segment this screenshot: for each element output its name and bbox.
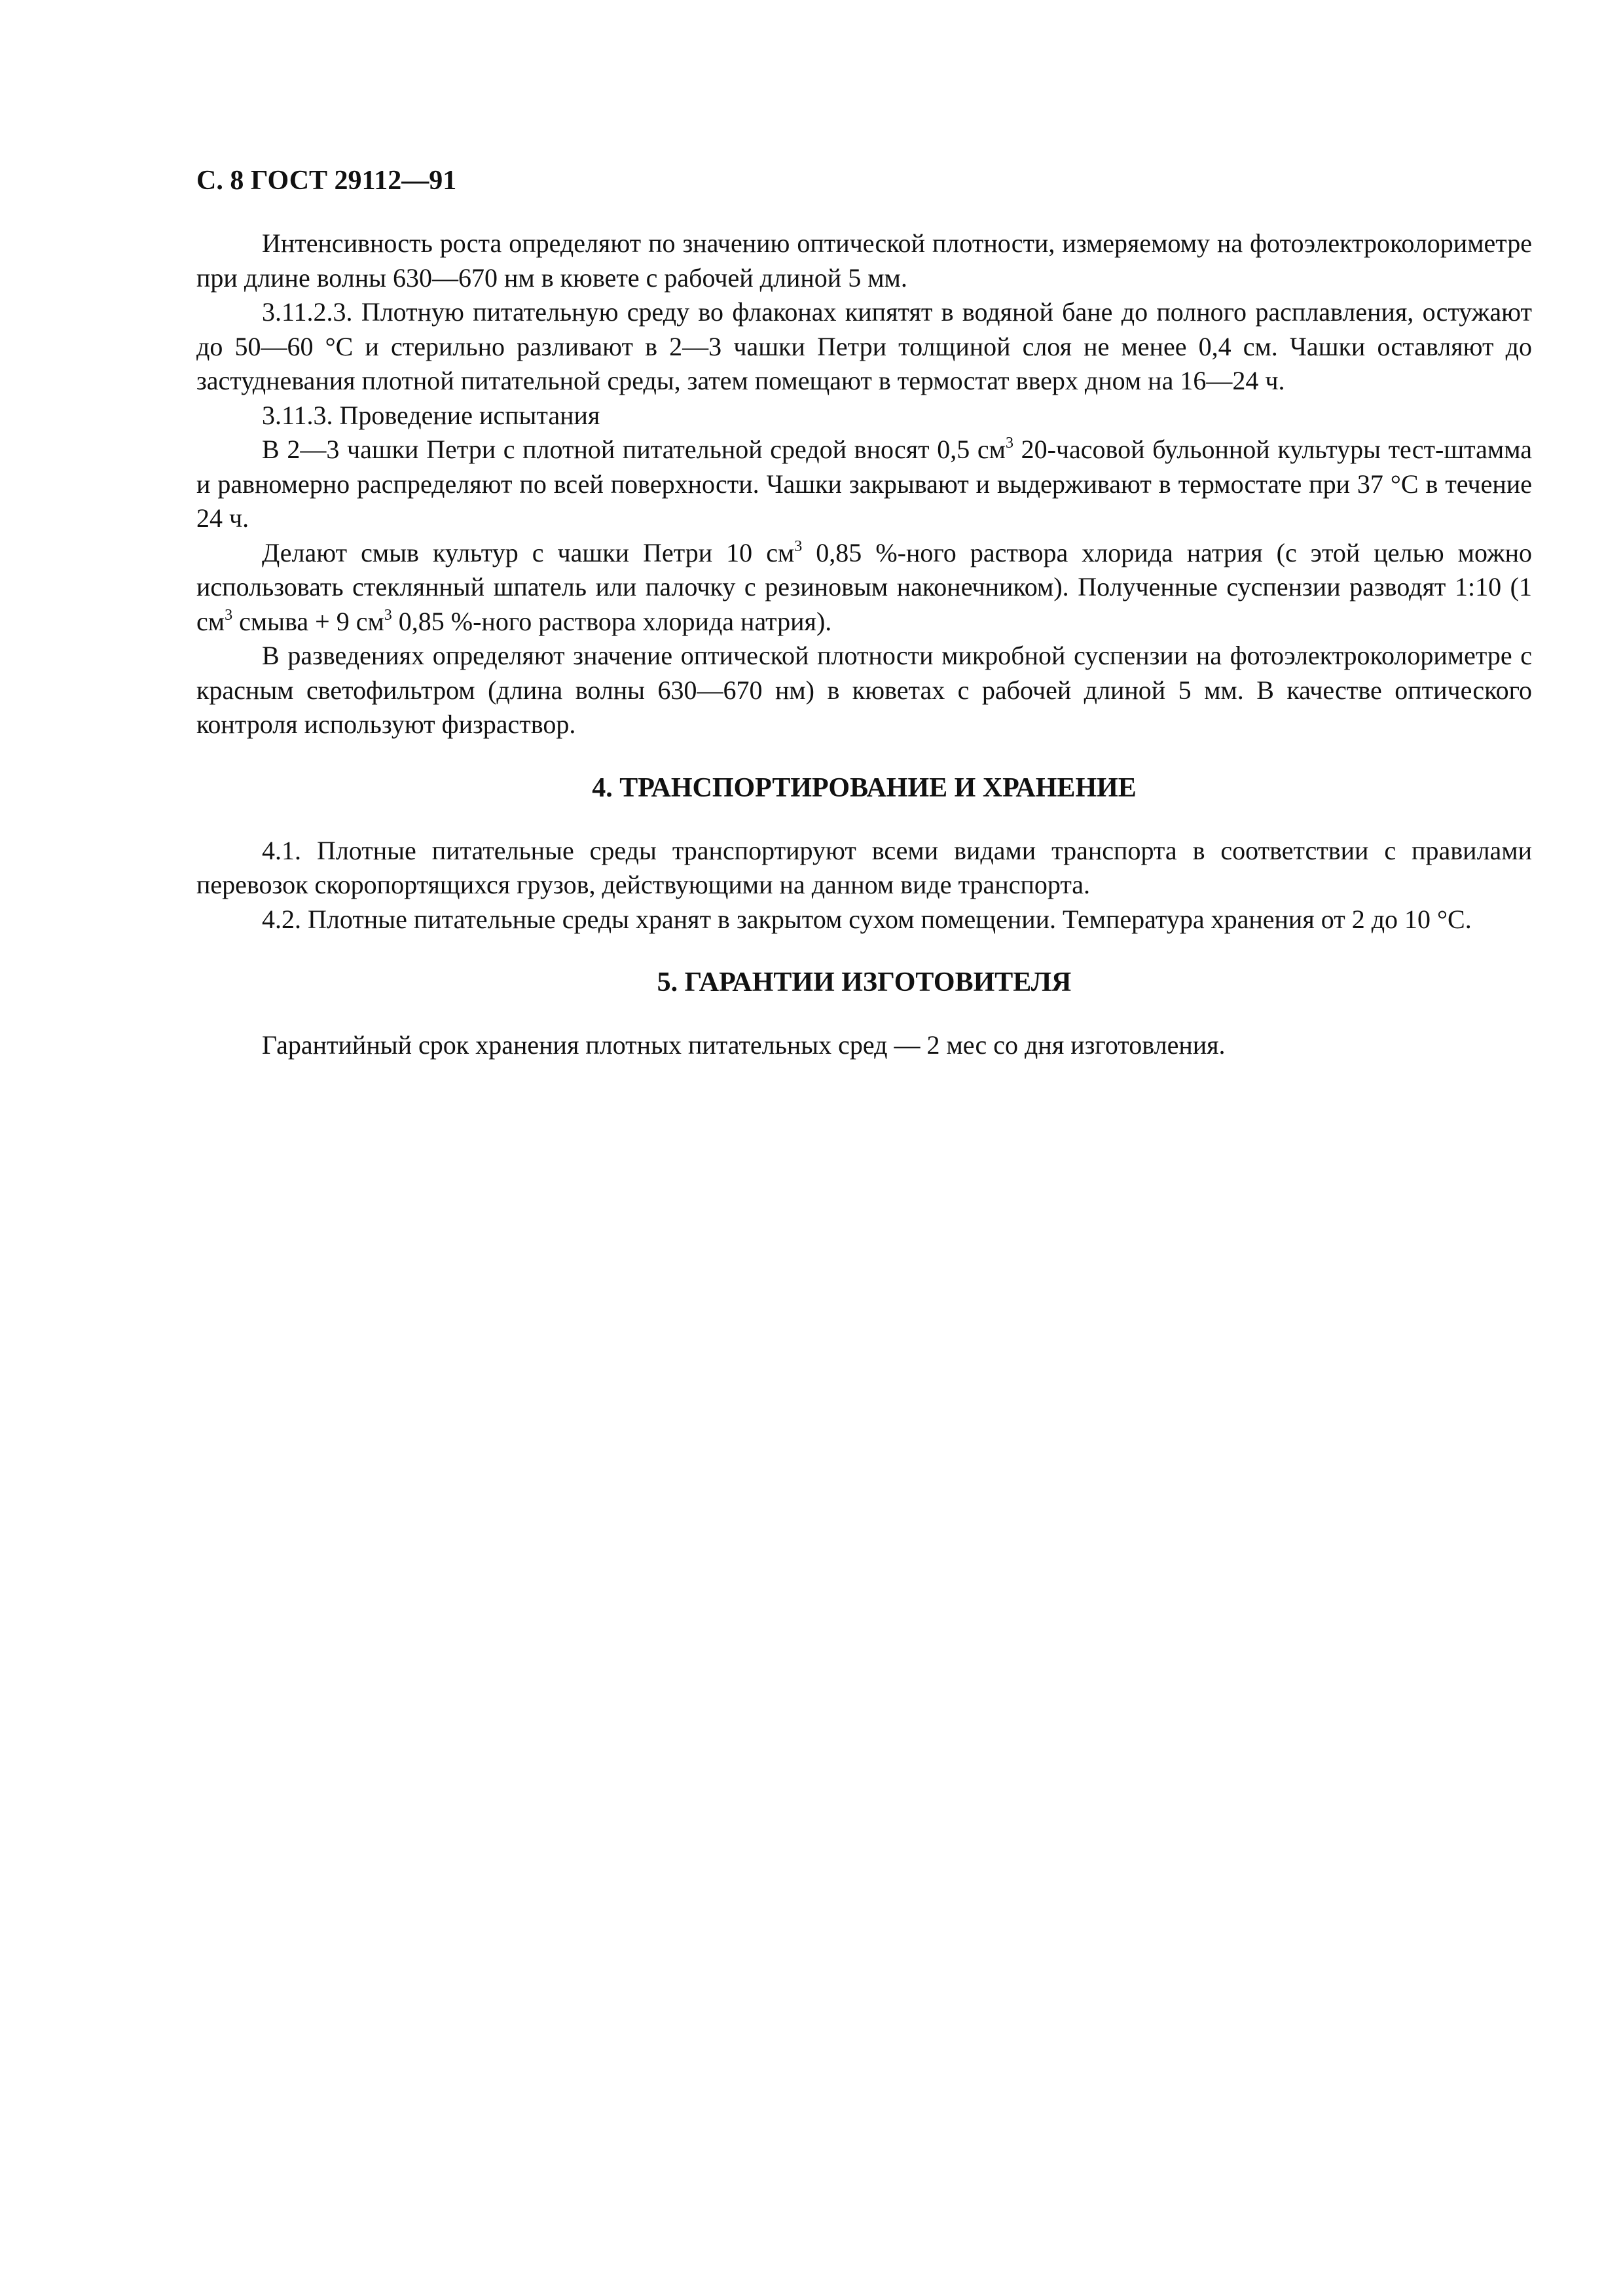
superscript: 3 — [794, 537, 803, 555]
superscript: 3 — [225, 606, 233, 624]
superscript: 3 — [1005, 435, 1013, 452]
text: 20-часовой бульонной культуры тест-штамма и равномерно распределяют по всей поверхности. Чашки закрывают и выдерживают в термостате при 37 °С в течение 24 ч. — [196, 435, 1532, 533]
paragraph-wash — [196, 536, 1532, 639]
paragraph-inoculation — [196, 433, 1532, 536]
paragraph-growth-intensity: Интенсивность роста определяют по значению оптической плотности, измеряемому на фотоэлектроколориметре при длине волны 630—670 нм в кювете с рабочей длиной 5 мм. — [196, 228, 1532, 293]
paragraph-4-2: 4.2. Плотные питательные среды хранят в закрытом сухом помещении. Температура хранения от 2 до 10 °С. — [262, 904, 1472, 934]
page-header: С. 8 ГОСТ 29112—91 — [196, 166, 457, 196]
text: Делают смыв культур с чашки Петри 10 см — [262, 537, 795, 567]
section-4-heading: 4. ТРАНСПОРТИРОВАНИЕ И ХРАНЕНИЕ — [592, 772, 1137, 803]
text: смыва + 9 см — [232, 606, 384, 636]
section-5-heading: 5. ГАРАНТИИ ИЗГОТОВИТЕЛЯ — [657, 967, 1072, 997]
paragraph-3-11-2-3: 3.11.2.3. Плотную питательную среду во флаконах кипятят в водяной бане до полного расплавления, остужают до 50—60 °С и стерильно разливают в 2—3 чашки Петри толщиной слоя не менее 0,4 см. Чашки оставляют до застудневания плотной питательной среды, затем помещают в термостат вверх дном на 16—24 ч. — [196, 297, 1532, 395]
document-page — [196, 164, 1532, 1063]
superscript: 3 — [384, 606, 392, 624]
paragraph-4-1: 4.1. Плотные питательные среды транспортируют всеми видами транспорта в соответствии с правилами перевозок скоропортящихся грузов, действующими на данном виде транспорта. — [196, 835, 1532, 899]
text: 0,85 %-ного раствора хлорида натрия). — [392, 606, 832, 636]
text: В 2—3 чашки Петри с плотной питательной средой вносят 0,5 см — [262, 435, 1006, 464]
paragraph-warranty: Гарантийный срок хранения плотных питательных сред — 2 мес со дня изготовления. — [262, 1030, 1226, 1060]
paragraph-dilutions: В разведениях определяют значение оптической плотности микробной суспензии на фотоэлектроколориметре с красным светофильтром (длина волны 630—670 нм) в кюветах с рабочей длиной 5 мм. В качестве оптического контроля используют физраствор. — [196, 641, 1532, 739]
text: 0,85 %-ного раствора хлорида натрия (с этой целью можно использовать стеклянный шпатель или палочку с резиновым наконечником). Полученные суспензии разводят 1:10 (1 см — [196, 537, 1532, 636]
paragraph-3-11-3: 3.11.3. Проведение испытания — [262, 400, 600, 430]
